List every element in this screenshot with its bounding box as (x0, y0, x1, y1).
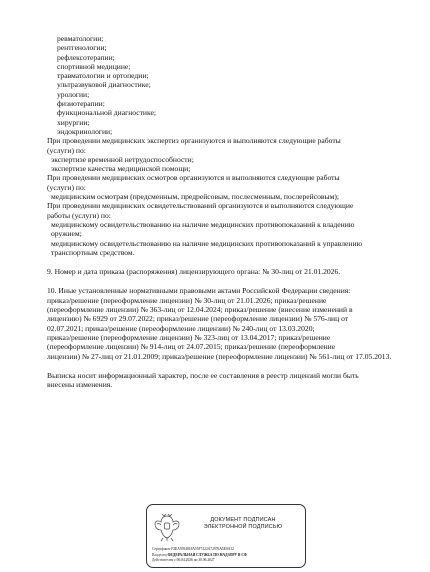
section-10-line: 02.07.2021; приказ/решение (переоформление лицензии) № 240-лиц от 13.03.2020; (47, 323, 315, 333)
stamp-certificate-value: F2EA5954818A55F7222A72976A5E0A12 (171, 547, 234, 551)
section-10-line: (переоформление лицензии) № 363-лиц от 12.04.2024; приказ/решение (внесение изменений в (47, 305, 353, 315)
section-10 (47, 286, 407, 360)
stamp-title-line: ДОКУМЕНТ ПОДПИСАН (210, 517, 276, 523)
section-10-line: приказ/решение (переоформление лицензии) № 30-лиц от 21.01.2026; приказ/решение (47, 295, 327, 305)
list-item: транспортным средством. (51, 247, 135, 257)
exam-heading-line: (услуги) по: (47, 182, 86, 192)
cert-heading (47, 201, 407, 220)
list-item: рефлексотерапии; (57, 52, 115, 62)
list-item: урологии; (57, 89, 90, 99)
stamp-validity (152, 558, 302, 564)
cert-items (47, 220, 407, 257)
stamp-certificate-label: Сертификат (152, 547, 171, 551)
list-item: ультразвуковой диагностике; (57, 80, 151, 90)
cert-heading-line: При проведении медицинских освидетельствований организуются и выполняются следующие (47, 201, 354, 211)
e-signature-stamp (146, 504, 306, 568)
cert-heading-line: работы (услуги) по: (47, 210, 111, 220)
list-item: ревматологии; (57, 34, 104, 43)
list-item: эндокринологии; (57, 126, 113, 136)
list-item: оружием; (51, 229, 82, 239)
expertise-heading-line: При проведении медицинских экспертиз организуются и выполняются следующие работы (47, 136, 341, 146)
section-10-line: приказ/решение (переоформление лицензии) № 323-лиц от 13.04.2017; приказ/решение (47, 332, 331, 342)
exam-heading-line: При проведении медицинских осмотров организуются и выполняются следующие работы (47, 173, 340, 183)
list-item: хирургии; (57, 117, 90, 127)
list-item: спортивной медицине; (57, 61, 131, 71)
section-10-line: лицензии) № 27-лиц от 21.01.2009; приказ/решение (переоформление лицензии) № 561-лиц от 17.05.2013. (47, 351, 392, 361)
stamp-validity-value: с 06.04.2026 по 30.06.2027 (174, 558, 215, 563)
coat-of-arms-icon (152, 511, 182, 543)
section-10-line: 10. Иные установленные нормативными правовыми актами Российской Федерации сведения: (47, 286, 351, 296)
expertise-heading (47, 136, 407, 155)
stamp-owner-label: Владелец (152, 552, 167, 557)
list-item: медицинскому освидетельствованию на наличие медицинских противопоказаний к управлению (51, 238, 363, 248)
stamp-title (187, 517, 299, 531)
section-9: 9. Номер и дата приказа (распоряжения) лицензирующего органа: № 30-лиц от 21.01.2026. (47, 267, 341, 277)
list-item: физиотерапии; (57, 99, 105, 109)
footer-note-line: внесены изменения. (47, 380, 113, 390)
list-item: экспертизе временной нетрудоспособности; (51, 154, 194, 164)
footer-note (47, 371, 407, 390)
list-item: травматологии и ортопедии; (57, 71, 149, 81)
list-item: медицинскому освидетельствованию на наличие медицинских противопоказаний к владению (51, 219, 355, 229)
specialties-list (47, 34, 407, 136)
exam-heading (47, 173, 407, 192)
stamp-owner-value: ФЕДЕРАЛЬНАЯ СЛУЖБА ПО НАДЗОРУ В СФ (167, 552, 248, 557)
list-item: рентгенологии; (57, 43, 107, 53)
license-extract-page (47, 34, 407, 389)
stamp-details (152, 547, 302, 564)
list-item: медицинским осмотрам (предсменным, предрейсовым, послесменным, послерейсовым); (51, 192, 340, 202)
stamp-title-line: ЭЛЕКТРОННОЙ ПОДПИСЬЮ (203, 524, 283, 530)
list-item: экспертизе качества медицинской помощи; (51, 164, 191, 174)
list-item: функциональной диагностике; (57, 108, 156, 118)
section-10-line: (переоформление лицензии) № 914-лиц от 24.07.2015; приказ/решение (переоформление (47, 342, 336, 352)
expertise-items (47, 155, 407, 174)
stamp-validity-label: Действителен (152, 558, 174, 563)
section-10-line: лицензию) № 6929 от 29.07.2022; приказ/решение (переоформление лицензии) № 576-лиц от (47, 314, 349, 324)
footer-note-line: Выписка носит информационный характер, после ее составления в реестр лицензий могли быть (47, 370, 359, 380)
expertise-heading-line: (услуги) по: (47, 145, 86, 155)
